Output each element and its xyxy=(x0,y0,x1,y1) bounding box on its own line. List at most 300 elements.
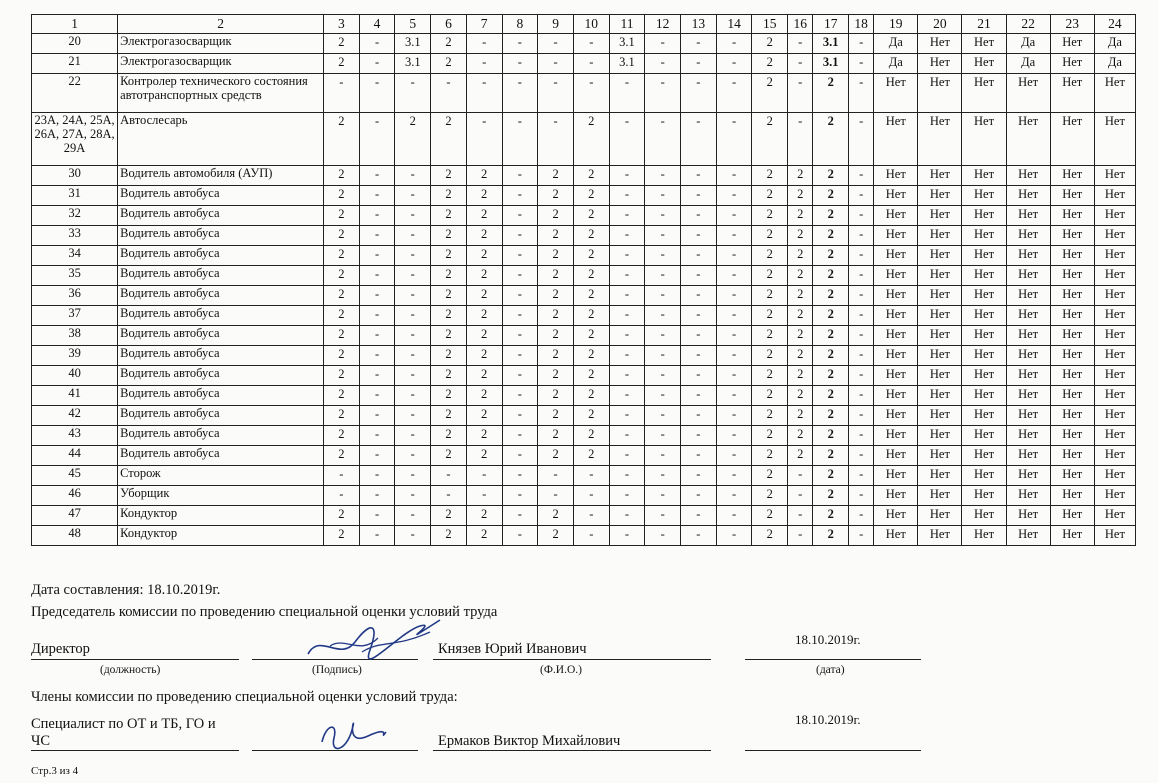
table-cell: Нет xyxy=(1050,74,1094,113)
job-title: Контролер технического состояния автотранспортных средств xyxy=(118,74,324,113)
table-cell: Да xyxy=(874,34,918,54)
table-cell: Нет xyxy=(874,186,918,206)
table-cell: - xyxy=(395,486,431,506)
table-cell: - xyxy=(395,506,431,526)
table-row xyxy=(32,113,1136,166)
header-cell: 23 xyxy=(1050,15,1094,34)
table-cell: 2 xyxy=(466,306,502,326)
table-cell: - xyxy=(359,426,395,446)
job-title: Водитель автобуса xyxy=(118,306,324,326)
table-cell: Нет xyxy=(1006,386,1050,406)
table-cell: - xyxy=(849,286,874,306)
table-cell: 2 xyxy=(431,526,467,546)
table-cell: Нет xyxy=(962,526,1006,546)
table-cell: 2 xyxy=(538,526,574,546)
table-cell: 2 xyxy=(788,166,813,186)
table-cell: - xyxy=(502,406,538,426)
table-cell: 2 xyxy=(324,406,360,426)
table-cell: Нет xyxy=(1094,166,1135,186)
table-cell: - xyxy=(849,34,874,54)
table-cell: 2 xyxy=(752,306,788,326)
table-cell: Нет xyxy=(1006,266,1050,286)
table-cell: - xyxy=(609,446,645,466)
table-cell: - xyxy=(788,466,813,486)
table-cell: 2 xyxy=(788,426,813,446)
table-cell: - xyxy=(849,426,874,446)
table-cell: - xyxy=(716,386,752,406)
table-cell: - xyxy=(395,426,431,446)
table-cell: - xyxy=(788,113,813,166)
table-cell: 2 xyxy=(573,446,609,466)
table-cell: - xyxy=(788,526,813,546)
table-cell: 2 xyxy=(752,386,788,406)
table-cell: 2 xyxy=(788,206,813,226)
table-cell: - xyxy=(645,34,681,54)
table-cell: - xyxy=(359,306,395,326)
table-cell: - xyxy=(573,34,609,54)
table-cell: 2 xyxy=(538,286,574,306)
table-cell: - xyxy=(788,506,813,526)
table-cell: - xyxy=(395,206,431,226)
table-cell: Да xyxy=(1094,54,1135,74)
table-cell: Нет xyxy=(918,113,962,166)
table-cell: - xyxy=(645,326,681,346)
table-cell: - xyxy=(788,74,813,113)
table-cell: - xyxy=(681,406,717,426)
table-cell: 2 xyxy=(788,366,813,386)
table-cell: Да xyxy=(1006,34,1050,54)
row-number: 45 xyxy=(32,466,118,486)
table-cell: 2 xyxy=(813,506,849,526)
table-cell: 2 xyxy=(538,366,574,386)
member-position-line xyxy=(31,750,239,751)
table-cell: Нет xyxy=(874,286,918,306)
table-cell: - xyxy=(573,466,609,486)
table-cell: Нет xyxy=(1094,186,1135,206)
table-cell: - xyxy=(716,406,752,426)
table-cell: - xyxy=(609,486,645,506)
table-cell: 2 xyxy=(466,326,502,346)
table-cell: - xyxy=(502,346,538,366)
table-cell: 2 xyxy=(431,266,467,286)
row-number: 38 xyxy=(32,326,118,346)
caption-date: (дата) xyxy=(816,664,845,676)
table-cell: - xyxy=(502,466,538,486)
table-cell: Нет xyxy=(962,113,1006,166)
table-cell: Нет xyxy=(874,306,918,326)
table-cell: - xyxy=(681,166,717,186)
members-heading: Члены комиссии по проведению специальной оценки условий труда: xyxy=(31,689,458,705)
table-cell: 2 xyxy=(752,54,788,74)
job-title: Водитель автобуса xyxy=(118,286,324,306)
header-cell: 11 xyxy=(609,15,645,34)
table-cell: - xyxy=(502,113,538,166)
table-cell: Нет xyxy=(1050,226,1094,246)
table-cell: - xyxy=(395,286,431,306)
table-cell: Нет xyxy=(962,226,1006,246)
table-cell: - xyxy=(681,326,717,346)
table-cell: - xyxy=(395,406,431,426)
table-cell: - xyxy=(788,34,813,54)
table-cell: 2 xyxy=(324,446,360,466)
table-cell: 2 xyxy=(788,326,813,346)
table-cell: Нет xyxy=(1050,266,1094,286)
table-cell: - xyxy=(716,306,752,326)
table-cell: Нет xyxy=(1094,386,1135,406)
table-cell: - xyxy=(609,526,645,546)
table-cell: - xyxy=(359,113,395,166)
table-cell: Нет xyxy=(1094,406,1135,426)
table-cell: Нет xyxy=(1050,426,1094,446)
header-cell: 18 xyxy=(849,15,874,34)
table-cell: 2 xyxy=(788,286,813,306)
header-cell: 8 xyxy=(502,15,538,34)
table-cell: - xyxy=(359,466,395,486)
table-cell: - xyxy=(645,113,681,166)
table-cell: Нет xyxy=(918,326,962,346)
job-title: Уборщик xyxy=(118,486,324,506)
table-cell: - xyxy=(573,506,609,526)
table-cell: - xyxy=(681,246,717,266)
row-number: 32 xyxy=(32,206,118,226)
table-cell: Нет xyxy=(918,226,962,246)
table-row xyxy=(32,406,1136,426)
table-cell: Нет xyxy=(874,426,918,446)
table-cell: 2 xyxy=(573,286,609,306)
table-cell: Нет xyxy=(962,366,1006,386)
table-cell: Нет xyxy=(962,326,1006,346)
table-cell: 2 xyxy=(324,426,360,446)
table-cell: 2 xyxy=(431,326,467,346)
job-title: Водитель автобуса xyxy=(118,386,324,406)
table-cell: - xyxy=(849,406,874,426)
table-cell: - xyxy=(645,166,681,186)
table-cell: - xyxy=(716,226,752,246)
table-cell: Нет xyxy=(962,486,1006,506)
table-cell: - xyxy=(849,186,874,206)
job-title: Водитель автобуса xyxy=(118,226,324,246)
table-row xyxy=(32,166,1136,186)
table-cell: Нет xyxy=(874,226,918,246)
table-cell: - xyxy=(395,346,431,366)
table-cell: - xyxy=(359,186,395,206)
table-cell: - xyxy=(645,526,681,546)
table-cell: - xyxy=(645,346,681,366)
table-cell: - xyxy=(573,74,609,113)
table-cell: - xyxy=(609,326,645,346)
table-cell: 2 xyxy=(813,166,849,186)
job-title: Водитель автобуса xyxy=(118,346,324,366)
table-cell: 2 xyxy=(813,486,849,506)
table-cell: - xyxy=(431,466,467,486)
header-cell: 19 xyxy=(874,15,918,34)
table-cell: - xyxy=(324,74,360,113)
table-cell: - xyxy=(502,526,538,546)
table-cell: - xyxy=(645,54,681,74)
header-cell: 7 xyxy=(466,15,502,34)
table-cell: 2 xyxy=(813,266,849,286)
table-cell: - xyxy=(849,486,874,506)
table-cell: 2 xyxy=(788,226,813,246)
table-cell: - xyxy=(645,246,681,266)
table-cell: 2 xyxy=(573,113,609,166)
table-cell: Нет xyxy=(1094,306,1135,326)
table-cell: - xyxy=(716,526,752,546)
table-cell: Нет xyxy=(918,266,962,286)
table-cell: 2 xyxy=(573,426,609,446)
table-cell: - xyxy=(716,166,752,186)
table-cell: Нет xyxy=(1094,466,1135,486)
row-number: 42 xyxy=(32,406,118,426)
table-cell: Нет xyxy=(1050,486,1094,506)
table-cell: Нет xyxy=(1006,226,1050,246)
table-cell: 2 xyxy=(324,266,360,286)
table-cell: Нет xyxy=(1006,186,1050,206)
table-cell: - xyxy=(609,266,645,286)
table-cell: 2 xyxy=(324,34,360,54)
table-cell: - xyxy=(395,74,431,113)
table-cell: - xyxy=(502,74,538,113)
table-cell: - xyxy=(431,486,467,506)
table-cell: 2 xyxy=(324,366,360,386)
table-cell: Нет xyxy=(918,366,962,386)
table-cell: 2 xyxy=(788,266,813,286)
table-cell: 2 xyxy=(813,426,849,446)
row-number: 33 xyxy=(32,226,118,246)
table-cell: 2 xyxy=(431,54,467,74)
job-title: Сторож xyxy=(118,466,324,486)
table-cell: 2 xyxy=(431,366,467,386)
table-row xyxy=(32,54,1136,74)
table-cell: - xyxy=(849,226,874,246)
table-cell: Нет xyxy=(918,186,962,206)
table-cell: - xyxy=(716,426,752,446)
table-cell: Нет xyxy=(962,206,1006,226)
table-cell: 2 xyxy=(788,406,813,426)
caption-fio: (Ф.И.О.) xyxy=(540,664,582,676)
table-cell: 2 xyxy=(788,186,813,206)
table-cell: Нет xyxy=(1006,306,1050,326)
table-cell: Нет xyxy=(1050,286,1094,306)
row-number: 39 xyxy=(32,346,118,366)
table-cell: - xyxy=(681,226,717,246)
table-cell: Нет xyxy=(962,186,1006,206)
table-cell: 2 xyxy=(324,346,360,366)
table-cell: Нет xyxy=(1006,206,1050,226)
table-cell: - xyxy=(573,526,609,546)
table-cell: Нет xyxy=(1006,486,1050,506)
row-number: 23А, 24А, 25А, 26А, 27А, 28А, 29А xyxy=(32,113,118,166)
table-cell: - xyxy=(359,526,395,546)
table-cell: 2 xyxy=(573,266,609,286)
assessment-table xyxy=(31,14,1136,546)
table-cell: Нет xyxy=(874,113,918,166)
table-cell: Нет xyxy=(1094,286,1135,306)
job-title: Водитель автобуса xyxy=(118,406,324,426)
table-cell: 2 xyxy=(752,466,788,486)
table-cell: - xyxy=(395,526,431,546)
table-cell: Нет xyxy=(1006,526,1050,546)
table-cell: - xyxy=(502,166,538,186)
job-title: Водитель автобуса xyxy=(118,206,324,226)
chair-position: Директор xyxy=(31,641,90,657)
table-cell: - xyxy=(645,306,681,326)
table-cell: Нет xyxy=(1050,346,1094,366)
row-number: 36 xyxy=(32,286,118,306)
table-cell: Нет xyxy=(1050,246,1094,266)
table-cell: - xyxy=(395,166,431,186)
table-cell: - xyxy=(359,506,395,526)
row-number: 47 xyxy=(32,506,118,526)
table-cell: - xyxy=(538,54,574,74)
table-cell: - xyxy=(538,113,574,166)
table-cell: - xyxy=(359,54,395,74)
table-cell: Нет xyxy=(962,34,1006,54)
table-cell: Нет xyxy=(918,446,962,466)
table-cell: 2 xyxy=(788,306,813,326)
table-cell: Нет xyxy=(1094,266,1135,286)
table-cell: - xyxy=(849,206,874,226)
table-cell: 2 xyxy=(538,406,574,426)
table-cell: 2 xyxy=(538,326,574,346)
table-cell: - xyxy=(716,366,752,386)
table-cell: - xyxy=(573,486,609,506)
table-cell: - xyxy=(645,486,681,506)
table-cell: - xyxy=(359,346,395,366)
header-cell: 12 xyxy=(645,15,681,34)
table-cell: Нет xyxy=(1006,406,1050,426)
table-cell: 2 xyxy=(324,186,360,206)
table-cell: - xyxy=(502,186,538,206)
row-number: 35 xyxy=(32,266,118,286)
table-cell: - xyxy=(681,486,717,506)
header-cell: 10 xyxy=(573,15,609,34)
table-cell: - xyxy=(849,466,874,486)
table-cell: Нет xyxy=(1050,466,1094,486)
table-cell: - xyxy=(716,113,752,166)
table-cell: Нет xyxy=(1094,446,1135,466)
table-cell: - xyxy=(849,446,874,466)
table-cell: - xyxy=(359,446,395,466)
table-cell: - xyxy=(716,486,752,506)
table-cell: 2 xyxy=(573,246,609,266)
job-title: Водитель автобуса xyxy=(118,426,324,446)
job-title: Водитель автобуса xyxy=(118,366,324,386)
table-cell: 2 xyxy=(431,34,467,54)
table-cell: 2 xyxy=(573,166,609,186)
table-cell: 2 xyxy=(813,386,849,406)
table-cell: Нет xyxy=(874,346,918,366)
table-cell: Нет xyxy=(1050,506,1094,526)
table-row xyxy=(32,326,1136,346)
table-cell: Нет xyxy=(918,526,962,546)
table-cell: - xyxy=(645,74,681,113)
table-cell: - xyxy=(716,54,752,74)
table-cell: Нет xyxy=(962,166,1006,186)
table-cell: - xyxy=(359,226,395,246)
table-cell: 3.1 xyxy=(813,34,849,54)
table-cell: 2 xyxy=(538,426,574,446)
table-cell: 2 xyxy=(324,113,360,166)
table-cell: Нет xyxy=(962,266,1006,286)
table-row xyxy=(32,74,1136,113)
table-cell: 2 xyxy=(324,226,360,246)
table-cell: - xyxy=(681,206,717,226)
table-cell: 2 xyxy=(466,506,502,526)
table-cell: 3.1 xyxy=(813,54,849,74)
table-row xyxy=(32,526,1136,546)
table-cell: - xyxy=(645,226,681,246)
table-cell: 2 xyxy=(788,446,813,466)
table-cell: - xyxy=(716,186,752,206)
table-cell: 2 xyxy=(538,246,574,266)
table-cell: - xyxy=(466,74,502,113)
table-cell: 2 xyxy=(466,406,502,426)
table-cell: 2 xyxy=(752,286,788,306)
table-cell: - xyxy=(645,186,681,206)
table-cell: 2 xyxy=(324,306,360,326)
table-cell: Нет xyxy=(962,466,1006,486)
job-title: Кондуктор xyxy=(118,526,324,546)
table-cell: Нет xyxy=(1006,446,1050,466)
table-cell: Нет xyxy=(962,286,1006,306)
table-cell: - xyxy=(609,366,645,386)
table-cell: - xyxy=(395,266,431,286)
table-cell: - xyxy=(502,306,538,326)
table-cell: Нет xyxy=(962,386,1006,406)
table-cell: Нет xyxy=(918,54,962,74)
table-cell: 2 xyxy=(813,226,849,246)
row-number: 37 xyxy=(32,306,118,326)
table-cell: 3.1 xyxy=(609,34,645,54)
table-cell: - xyxy=(681,286,717,306)
table-cell: - xyxy=(716,326,752,346)
caption-position: (должность) xyxy=(100,664,161,676)
table-cell: 2 xyxy=(538,166,574,186)
table-cell: Нет xyxy=(1050,54,1094,74)
header-cell: 5 xyxy=(395,15,431,34)
table-cell: - xyxy=(609,466,645,486)
table-cell: 2 xyxy=(466,366,502,386)
table-cell: - xyxy=(609,406,645,426)
table-cell: Нет xyxy=(1050,366,1094,386)
row-number: 34 xyxy=(32,246,118,266)
table-cell: 2 xyxy=(538,266,574,286)
table-cell: 2 xyxy=(324,386,360,406)
table-cell: Нет xyxy=(918,206,962,226)
table-cell: 2 xyxy=(573,226,609,246)
table-row xyxy=(32,206,1136,226)
table-cell: 2 xyxy=(752,166,788,186)
table-cell: Нет xyxy=(962,306,1006,326)
table-cell: Нет xyxy=(1094,246,1135,266)
table-cell: 2 xyxy=(788,346,813,366)
table-cell: Нет xyxy=(962,346,1006,366)
table-cell: 2 xyxy=(752,326,788,346)
table-cell: Нет xyxy=(1050,386,1094,406)
table-cell: - xyxy=(849,166,874,186)
table-cell: - xyxy=(502,486,538,506)
table-cell: 3.1 xyxy=(609,54,645,74)
table-cell: 2 xyxy=(324,506,360,526)
table-cell: - xyxy=(609,186,645,206)
row-number: 20 xyxy=(32,34,118,54)
table-cell: Нет xyxy=(1094,226,1135,246)
table-cell: - xyxy=(359,246,395,266)
table-cell: 2 xyxy=(752,446,788,466)
table-cell: - xyxy=(466,113,502,166)
table-cell: Нет xyxy=(1050,526,1094,546)
